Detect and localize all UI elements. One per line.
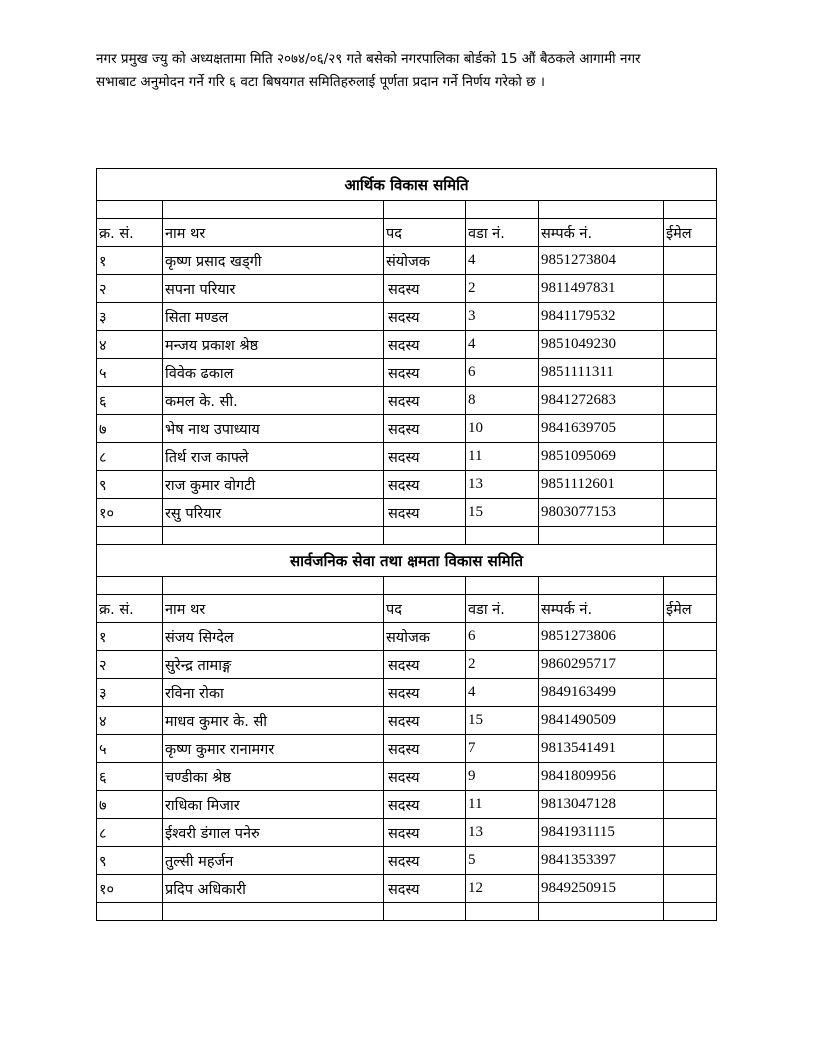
- member-post: सदस्य: [384, 875, 466, 903]
- empty-cell: [466, 201, 539, 219]
- member-row: [97, 763, 717, 791]
- header-ward: वडा नं.: [466, 595, 539, 623]
- member-name: ईश्वरी डंगाल पनेरु: [163, 819, 384, 847]
- contact-number: 9841931115: [539, 819, 664, 847]
- header-contact: सम्पर्क नं.: [539, 219, 664, 247]
- serial-number: ६: [97, 763, 163, 791]
- email-cell: [664, 791, 717, 819]
- email-cell: [664, 499, 717, 527]
- member-post: सदस्य: [384, 679, 466, 707]
- ward-number: 9: [466, 763, 539, 791]
- committee-title: आर्थिक विकास समिति: [97, 169, 717, 201]
- serial-number: १०: [97, 499, 163, 527]
- member-row: [97, 415, 717, 443]
- member-post: सदस्य: [384, 791, 466, 819]
- empty-cell: [664, 577, 717, 595]
- member-name: राज कुमार वोगटी: [163, 471, 384, 499]
- empty-cell: [163, 201, 384, 219]
- email-cell: [664, 819, 717, 847]
- ward-number: 15: [466, 707, 539, 735]
- decision-paragraph: [96, 48, 720, 94]
- contact-number: 9813047128: [539, 791, 664, 819]
- empty-cell: [384, 577, 466, 595]
- header-contact: सम्पर्क नं.: [539, 595, 664, 623]
- member-name: प्रदिप अधिकारी: [163, 875, 384, 903]
- member-post: सयोजक: [384, 623, 466, 651]
- empty-cell: [466, 903, 539, 921]
- serial-number: २: [97, 651, 163, 679]
- empty-cell: [97, 201, 163, 219]
- empty-cell: [384, 201, 466, 219]
- header-post: पद: [384, 595, 466, 623]
- empty-cell: [466, 577, 539, 595]
- contact-number: 9851111311: [539, 359, 664, 387]
- member-row: [97, 623, 717, 651]
- member-row: [97, 387, 717, 415]
- contact-number: 9841272683: [539, 387, 664, 415]
- ward-number: 13: [466, 471, 539, 499]
- contact-number: 9811497831: [539, 275, 664, 303]
- serial-number: ६: [97, 387, 163, 415]
- serial-number: ७: [97, 415, 163, 443]
- spacer-row: [97, 527, 717, 545]
- ward-number: 13: [466, 819, 539, 847]
- serial-number: १: [97, 247, 163, 275]
- member-post: सदस्य: [384, 303, 466, 331]
- email-cell: [664, 415, 717, 443]
- contact-number: 9849250915: [539, 875, 664, 903]
- header-serial: क्र. सं.: [97, 595, 163, 623]
- email-cell: [664, 735, 717, 763]
- member-name: तिर्थ राज काफ्ले: [163, 443, 384, 471]
- member-name: कमल के. सी.: [163, 387, 384, 415]
- ward-number: 7: [466, 735, 539, 763]
- contact-number: 9860295717: [539, 651, 664, 679]
- ward-number: 2: [466, 651, 539, 679]
- contact-number: 9841639705: [539, 415, 664, 443]
- member-post: सदस्य: [384, 763, 466, 791]
- decision-text-line-1: नगर प्रमुख ज्यु को अध्यक्षतामा मिति २०७४/०६/२९ गते बसेको नगरपालिका बोर्डको 15 औं बैठकले आगामी नगर: [96, 51, 641, 67]
- member-row: [97, 443, 717, 471]
- ward-number: 6: [466, 623, 539, 651]
- member-post: सदस्य: [384, 651, 466, 679]
- committee-title: सार्वजनिक सेवा तथा क्षमता विकास समिति: [97, 545, 717, 577]
- spacer-row: [97, 201, 717, 219]
- member-row: [97, 499, 717, 527]
- email-cell: [664, 247, 717, 275]
- member-post: सदस्य: [384, 707, 466, 735]
- header-name: नाम थर: [163, 595, 384, 623]
- member-post: सदस्य: [384, 387, 466, 415]
- email-cell: [664, 331, 717, 359]
- empty-cell: [539, 577, 664, 595]
- header-serial: क्र. सं.: [97, 219, 163, 247]
- email-cell: [664, 387, 717, 415]
- member-row: [97, 875, 717, 903]
- member-post: संयोजक: [384, 247, 466, 275]
- contact-number: 9841179532: [539, 303, 664, 331]
- contact-number: 9813541491: [539, 735, 664, 763]
- serial-number: १: [97, 623, 163, 651]
- spacer-row: [97, 577, 717, 595]
- member-row: [97, 275, 717, 303]
- member-row: [97, 471, 717, 499]
- ward-number: 10: [466, 415, 539, 443]
- email-cell: [664, 471, 717, 499]
- header-email: ईमेल: [664, 219, 717, 247]
- ward-number: 4: [466, 679, 539, 707]
- member-name: चण्डीका श्रेष्ठ: [163, 763, 384, 791]
- ward-number: 6: [466, 359, 539, 387]
- contact-number: 9851095069: [539, 443, 664, 471]
- serial-number: ४: [97, 707, 163, 735]
- member-name: मन्जय प्रकाश श्रेष्ठ: [163, 331, 384, 359]
- committee-title-row: [97, 169, 717, 201]
- member-row: [97, 735, 717, 763]
- email-cell: [664, 303, 717, 331]
- email-cell: [664, 763, 717, 791]
- contact-number: 9851112601: [539, 471, 664, 499]
- decision-text-line-2: सभाबाट अनुमोदन गर्ने गरि ६ वटा बिषयगत समितिहरुलाई पूर्णता प्रदान गर्ने निर्णय गरेको छ ।: [96, 74, 546, 90]
- empty-cell: [664, 527, 717, 545]
- empty-cell: [466, 527, 539, 545]
- empty-cell: [97, 527, 163, 545]
- member-post: सदस्य: [384, 275, 466, 303]
- member-name: सिता मण्डल: [163, 303, 384, 331]
- ward-number: 8: [466, 387, 539, 415]
- committee-title-row: [97, 545, 717, 577]
- email-cell: [664, 275, 717, 303]
- email-cell: [664, 707, 717, 735]
- serial-number: ५: [97, 735, 163, 763]
- contact-number: 9849163499: [539, 679, 664, 707]
- member-post: सदस्य: [384, 415, 466, 443]
- member-name: कृष्ण प्रसाद खड्गी: [163, 247, 384, 275]
- contact-number: 9851273806: [539, 623, 664, 651]
- ward-number: 4: [466, 331, 539, 359]
- serial-number: ४: [97, 331, 163, 359]
- member-row: [97, 707, 717, 735]
- member-row: [97, 679, 717, 707]
- member-name: सपना परियार: [163, 275, 384, 303]
- member-row: [97, 847, 717, 875]
- member-name: राधिका मिजार: [163, 791, 384, 819]
- member-name: सुरेन्द्र तामाङ्ग: [163, 651, 384, 679]
- serial-number: २: [97, 275, 163, 303]
- serial-number: ५: [97, 359, 163, 387]
- email-cell: [664, 443, 717, 471]
- contact-number: 9803077153: [539, 499, 664, 527]
- header-name: नाम थर: [163, 219, 384, 247]
- member-post: सदस्य: [384, 443, 466, 471]
- serial-number: ३: [97, 679, 163, 707]
- member-post: सदस्य: [384, 847, 466, 875]
- empty-cell: [539, 201, 664, 219]
- ward-number: 2: [466, 275, 539, 303]
- empty-cell: [97, 903, 163, 921]
- member-row: [97, 247, 717, 275]
- member-name: माधव कुमार के. सी: [163, 707, 384, 735]
- ward-number: 5: [466, 847, 539, 875]
- empty-cell: [539, 527, 664, 545]
- member-row: [97, 651, 717, 679]
- empty-cell: [384, 527, 466, 545]
- member-name: संजय सिग्देल: [163, 623, 384, 651]
- member-post: सदस्य: [384, 499, 466, 527]
- contact-number: 9851049230: [539, 331, 664, 359]
- email-cell: [664, 875, 717, 903]
- email-cell: [664, 847, 717, 875]
- empty-cell: [163, 527, 384, 545]
- serial-number: ८: [97, 819, 163, 847]
- table-header-row: [97, 595, 717, 623]
- member-row: [97, 791, 717, 819]
- empty-cell: [384, 903, 466, 921]
- empty-cell: [539, 903, 664, 921]
- header-email: ईमेल: [664, 595, 717, 623]
- email-cell: [664, 623, 717, 651]
- member-name: भेष नाथ उपाध्याय: [163, 415, 384, 443]
- ward-number: 12: [466, 875, 539, 903]
- email-cell: [664, 359, 717, 387]
- empty-cell: [664, 903, 717, 921]
- empty-cell: [163, 577, 384, 595]
- serial-number: ३: [97, 303, 163, 331]
- member-post: सदस्य: [384, 735, 466, 763]
- ward-number: 3: [466, 303, 539, 331]
- member-post: सदस्य: [384, 331, 466, 359]
- member-name: कृष्ण कुमार रानामगर: [163, 735, 384, 763]
- member-post: सदस्य: [384, 819, 466, 847]
- member-row: [97, 359, 717, 387]
- committee-members-table: [96, 168, 717, 921]
- header-post: पद: [384, 219, 466, 247]
- member-row: [97, 331, 717, 359]
- member-name: रसु परियार: [163, 499, 384, 527]
- email-cell: [664, 679, 717, 707]
- member-name: तुल्सी महर्जन: [163, 847, 384, 875]
- contact-number: 9841809956: [539, 763, 664, 791]
- member-post: सदस्य: [384, 359, 466, 387]
- member-name: विवेक ढकाल: [163, 359, 384, 387]
- member-name: रविना रोका: [163, 679, 384, 707]
- table-header-row: [97, 219, 717, 247]
- header-ward: वडा नं.: [466, 219, 539, 247]
- contact-number: 9841490509: [539, 707, 664, 735]
- ward-number: 11: [466, 791, 539, 819]
- ward-number: 11: [466, 443, 539, 471]
- ward-number: 15: [466, 499, 539, 527]
- contact-number: 9851273804: [539, 247, 664, 275]
- serial-number: ७: [97, 791, 163, 819]
- member-row: [97, 303, 717, 331]
- serial-number: ८: [97, 443, 163, 471]
- empty-cell: [97, 577, 163, 595]
- ward-number: 4: [466, 247, 539, 275]
- serial-number: १०: [97, 875, 163, 903]
- member-row: [97, 819, 717, 847]
- empty-cell: [163, 903, 384, 921]
- serial-number: ९: [97, 471, 163, 499]
- member-post: सदस्य: [384, 471, 466, 499]
- serial-number: ९: [97, 847, 163, 875]
- email-cell: [664, 651, 717, 679]
- spacer-row: [97, 903, 717, 921]
- empty-cell: [664, 201, 717, 219]
- contact-number: 9841353397: [539, 847, 664, 875]
